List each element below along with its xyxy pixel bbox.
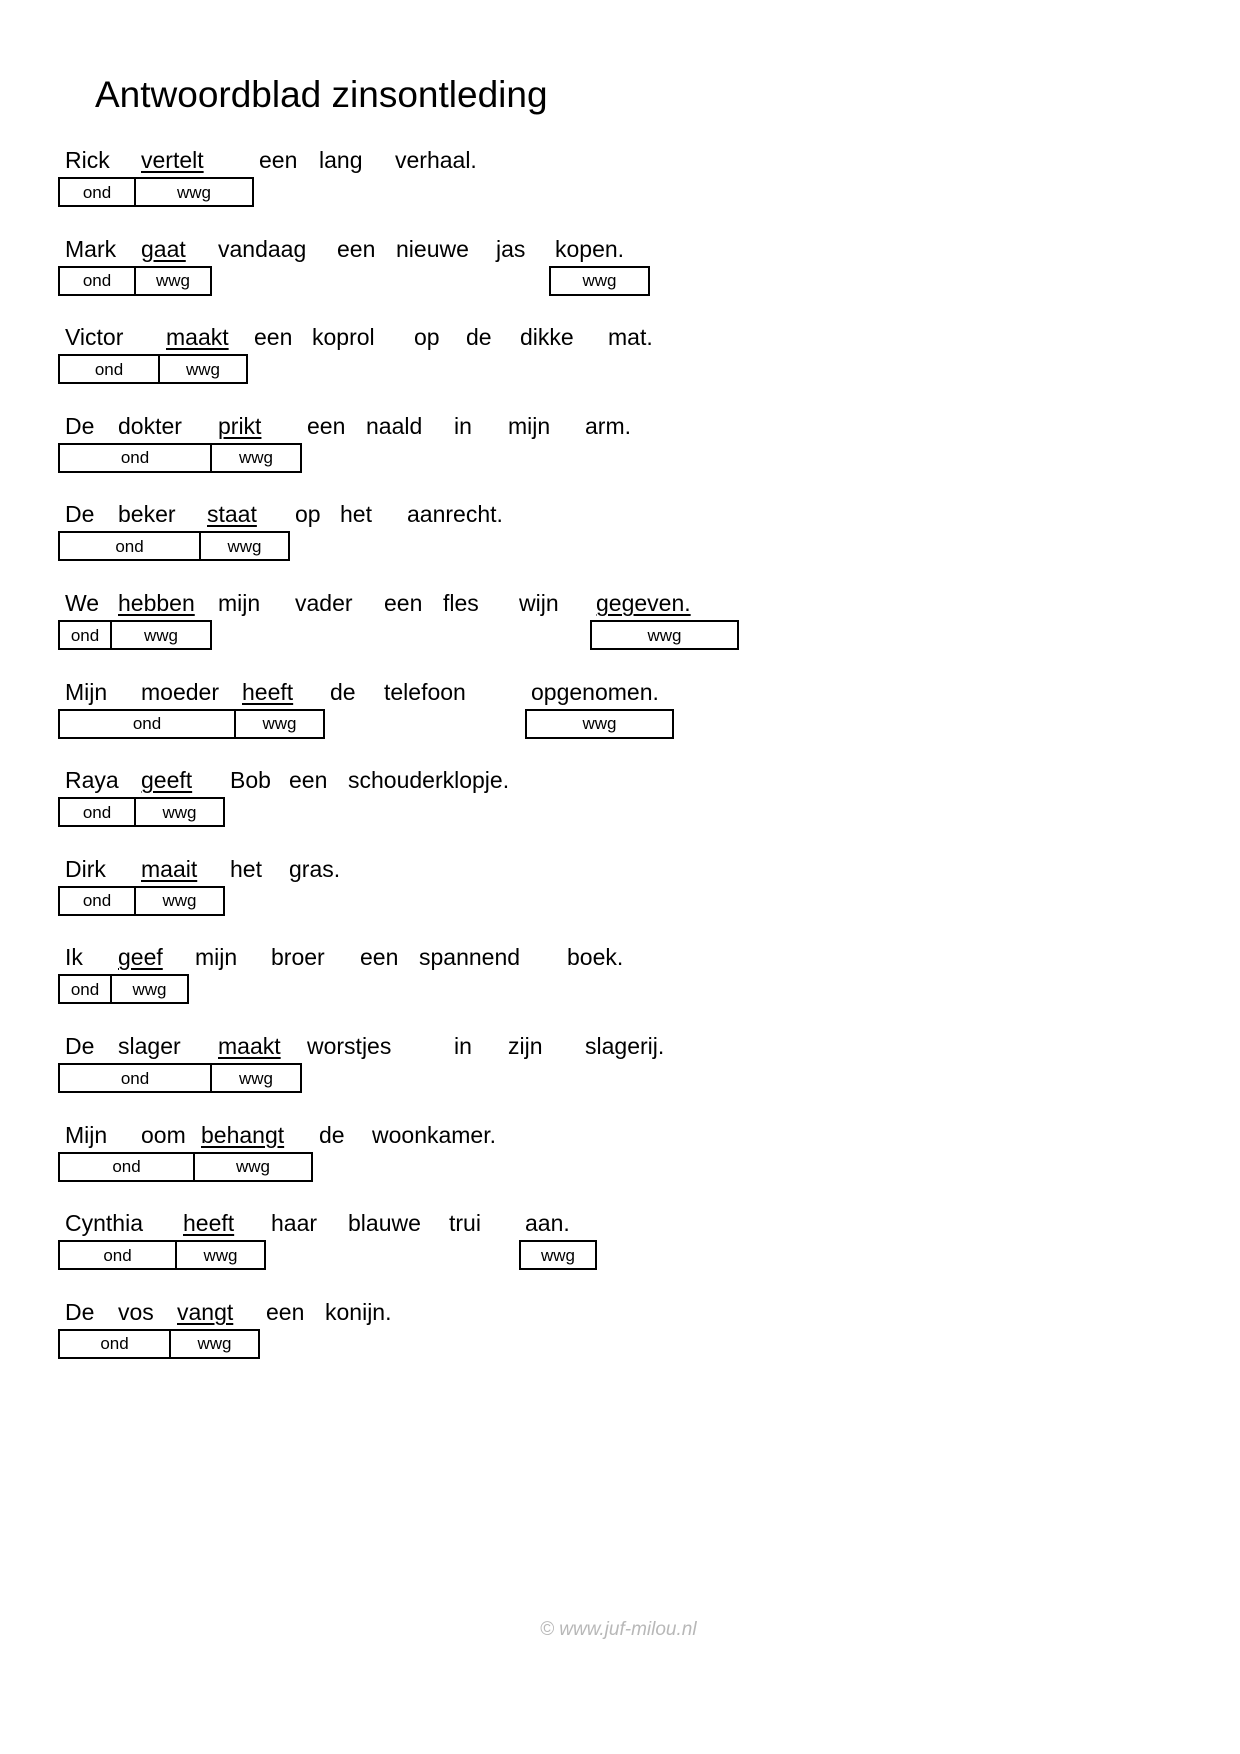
verb-word: geef [118, 944, 163, 971]
sentence-word: mijn [218, 590, 261, 616]
label-box-ond: ond [58, 1240, 177, 1270]
sentence-word: vos [118, 1298, 154, 1325]
sentence-word: een [360, 944, 399, 971]
sentence-word: We [65, 590, 100, 616]
sentence-word: wijn [519, 590, 559, 616]
sentence-word: De [65, 1298, 95, 1325]
sentence-word: een [337, 235, 376, 262]
sentence-word: trui [449, 1210, 481, 1237]
sentence-word: Dirk [65, 855, 106, 882]
sentence-word: telefoon [384, 678, 466, 705]
sentence-word: moeder [141, 678, 219, 705]
label-box-ond: ond [58, 266, 136, 296]
sentence-word: jas [496, 235, 526, 262]
verb-word: vangt [177, 1298, 234, 1325]
sentence-word: lang [319, 147, 363, 173]
sentence-word: dokter [118, 412, 182, 439]
label-box-wwg: wwg [236, 709, 325, 739]
sentence-word: blauwe [348, 1210, 421, 1237]
sentence-word: spannend [419, 944, 521, 971]
label-box-ond: ond [58, 177, 136, 207]
sentence-word: Rick [65, 147, 110, 173]
sentence-word: De [65, 501, 95, 528]
sentence-word: Raya [65, 767, 119, 794]
label-box-wwg: wwg [136, 797, 225, 827]
label-box-ond: ond [58, 531, 201, 561]
label-box-wwg: wwg [549, 266, 650, 296]
label-box-wwg: wwg [525, 709, 674, 739]
sentence-word: Victor [65, 324, 124, 351]
label-box-ond: ond [58, 1152, 195, 1182]
label-box-wwg: wwg [212, 443, 302, 473]
sentence-word: vader [295, 590, 353, 616]
sentence-word: een [266, 1298, 305, 1325]
sentence-word: vandaag [218, 235, 307, 262]
sentence-word: mat. [608, 324, 653, 351]
sentence-word: konijn. [325, 1298, 392, 1325]
sentence-word: slagerij. [585, 1033, 665, 1059]
label-box-ond: ond [58, 886, 136, 916]
label-box-wwg: wwg [195, 1152, 313, 1182]
sentence-word: de [319, 1121, 345, 1148]
label-box-ond: ond [58, 974, 112, 1004]
sentence-word: aan. [525, 1210, 570, 1237]
sentence-word: in [454, 1033, 472, 1059]
sentence-word: op [295, 501, 321, 528]
sentence-word: opgenomen. [531, 678, 659, 705]
label-box-ond: ond [58, 1063, 212, 1093]
label-box-wwg: wwg [112, 974, 189, 1004]
verb-word: maait [141, 855, 198, 882]
label-box-ond: ond [58, 354, 160, 384]
verb-word: geeft [141, 767, 193, 794]
sentence-word: Bob [230, 767, 271, 794]
label-box-ond: ond [58, 797, 136, 827]
label-box-wwg: wwg [177, 1240, 266, 1270]
verb-word: vertelt [141, 147, 204, 173]
sentence-word: het [230, 855, 262, 882]
sentence-word: een [254, 324, 293, 351]
sentence-word: haar [271, 1210, 318, 1237]
sentence-word: dikke [520, 324, 574, 351]
sentence-word: oom [141, 1121, 186, 1148]
label-box-wwg: wwg [160, 354, 248, 384]
label-box-wwg: wwg [171, 1329, 260, 1359]
sentence-word: kopen. [555, 235, 625, 262]
verb-word: hebben [118, 590, 195, 616]
sentence-word: Mijn [65, 678, 108, 705]
sentence-word: arm. [585, 412, 631, 439]
label-box-ond: ond [58, 709, 236, 739]
sentence-word: beker [118, 501, 176, 528]
sentence-word: de [466, 324, 492, 351]
sentence-word: verhaal. [395, 147, 477, 173]
sentence-word: Mijn [65, 1121, 108, 1148]
verb-word: heeft [183, 1210, 235, 1237]
verb-word: heeft [242, 678, 294, 705]
verb-word: behangt [201, 1121, 285, 1148]
verb-word: prikt [218, 412, 262, 439]
sentence-word: naald [366, 412, 423, 439]
sentence-word: aanrecht. [407, 501, 503, 528]
verb-word: gaat [141, 235, 186, 262]
sentence-word: de [330, 678, 356, 705]
label-box-wwg: wwg [212, 1063, 302, 1093]
sentence-word: mijn [508, 412, 551, 439]
copyright-footer: © www.juf-milou.nl [540, 1619, 697, 1640]
sentence-word: nieuwe [396, 235, 469, 262]
verb-word: maakt [218, 1033, 281, 1059]
sentence-word: het [340, 501, 372, 528]
verb-word: maakt [166, 324, 229, 351]
label-box-wwg: wwg [590, 620, 739, 650]
label-box-wwg: wwg [136, 177, 254, 207]
label-box-wwg: wwg [136, 886, 225, 916]
sentence-word: Ik [65, 944, 83, 971]
sentence-word: gras. [289, 855, 341, 882]
label-box-wwg: wwg [136, 266, 212, 296]
page-title: Antwoordblad zinsontleding [95, 74, 548, 115]
label-box-wwg: wwg [519, 1240, 597, 1270]
sentence-word: fles [443, 590, 479, 616]
sentence-word: in [454, 412, 472, 439]
label-box-ond: ond [58, 620, 112, 650]
sentence-word: op [414, 324, 440, 351]
sentence-word: worstjes [307, 1033, 392, 1059]
sentence-word: een [259, 147, 298, 173]
label-box-ond: ond [58, 443, 212, 473]
verb-word: staat [207, 501, 257, 528]
label-box-wwg: wwg [201, 531, 290, 561]
sentence-word: een [307, 412, 346, 439]
sentence-word: een [289, 767, 328, 794]
sentence-word: De [65, 412, 95, 439]
sentence-word: een [384, 590, 423, 616]
sentence-word: broer [271, 944, 325, 971]
sentence-word: boek. [567, 944, 624, 971]
label-box-ond: ond [58, 1329, 171, 1359]
sentence-word: slager [118, 1033, 181, 1059]
label-box-wwg: wwg [112, 620, 212, 650]
verb-word: gegeven. [596, 590, 691, 616]
sentence-word: De [65, 1033, 95, 1059]
sentence-word: Mark [65, 235, 117, 262]
sentence-word: schouderklopje. [348, 767, 510, 794]
sentence-word: zijn [508, 1033, 543, 1059]
sentence-word: Cynthia [65, 1210, 143, 1237]
sentence-word: mijn [195, 944, 238, 971]
sentence-word: woonkamer. [372, 1121, 497, 1148]
sentence-word: koprol [312, 324, 375, 351]
